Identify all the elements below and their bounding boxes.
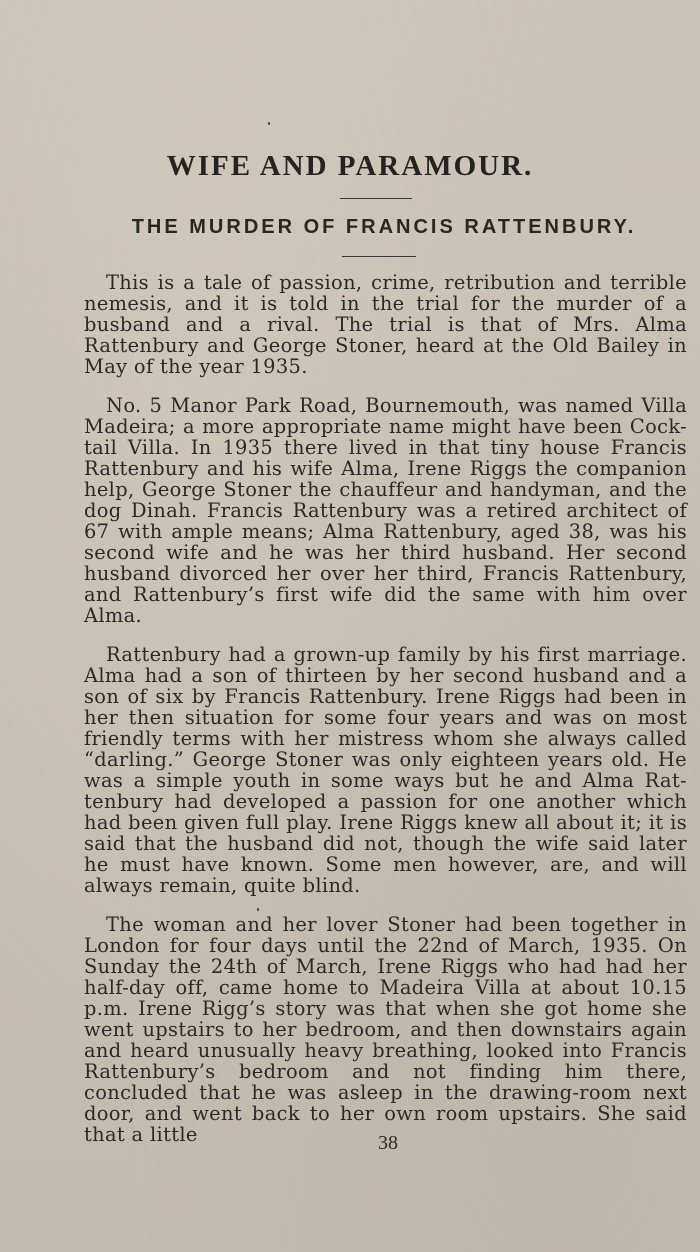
paragraph: No. 5 Manor Park Road, Bournemouth, was named Villa Madeira; a more appropriate name might have been Cock-tail Villa. In 1935 there lived in that tiny house Francis Rattenbury and his wife Alma, Irene Riggs the companion help, George Stoner the chauffeur and handyman, and the dog Dinah. Francis Rattenbury was a retired architect of 67 with ample means; Alma Rattenbury, aged 38, was his second wife and he was her third husband. Her second husband divorced her over her third, Francis Rattenbury, and Rattenbury’s first wife did the same with him over Alma. [84, 394, 687, 627]
paragraph: Rattenbury had a grown-up family by his first marriage. Alma had a son of thirteen by her second husband and a son of six by Francis Rattenbury. Irene Riggs had been in her then situation for some four years and was on most friendly terms with her mistress whom she always called “darling.” George Stoner was only eighteen years old. He was a simple youth in some ways but he and Alma Rat-tenbury had developed a passion for one another which had been given full play. Irene Riggs knew all about it; it is said that the husband did not, though the wife said later he must have known. Some men however, are, and will always remain, quite blind. [84, 643, 687, 897]
subtitle-divider [342, 256, 416, 257]
paper-speck [257, 908, 259, 911]
paper-speck [268, 122, 270, 125]
chapter-subtitle: THE MURDER OF FRANCIS RATTENBURY. [131, 216, 637, 238]
page-number: 38 [378, 1132, 398, 1154]
title-divider [340, 198, 412, 199]
body-text [84, 272, 687, 1163]
paragraph: The woman and her lover Stoner had been together in London for four days until the 22nd of March, 1935. On Sunday the 24th of March, Irene Riggs who had had her half-day off, came home to Madeira Villa at about 10.15 p.m. Irene Rigg’s story was that when she got home she went upstairs to her bedroom, and then downstairs again and heard unusually heavy breathing, looked into Francis Rattenbury’s bedroom and not finding him there, concluded that he was asleep in the drawing-room next door, and went back to her own room upstairs. She said that a little [84, 913, 687, 1146]
paragraph: This is a tale of passion, crime, retribution and terrible nemesis, and it is told in the trial for the murder of a busband and a rival. The trial is that of Mrs. Alma Rattenbury and George Stoner, heard at the Old Bailey in May of the year 1935. [84, 271, 687, 378]
chapter-title: WIFE AND PARAMOUR. [166, 150, 534, 182]
